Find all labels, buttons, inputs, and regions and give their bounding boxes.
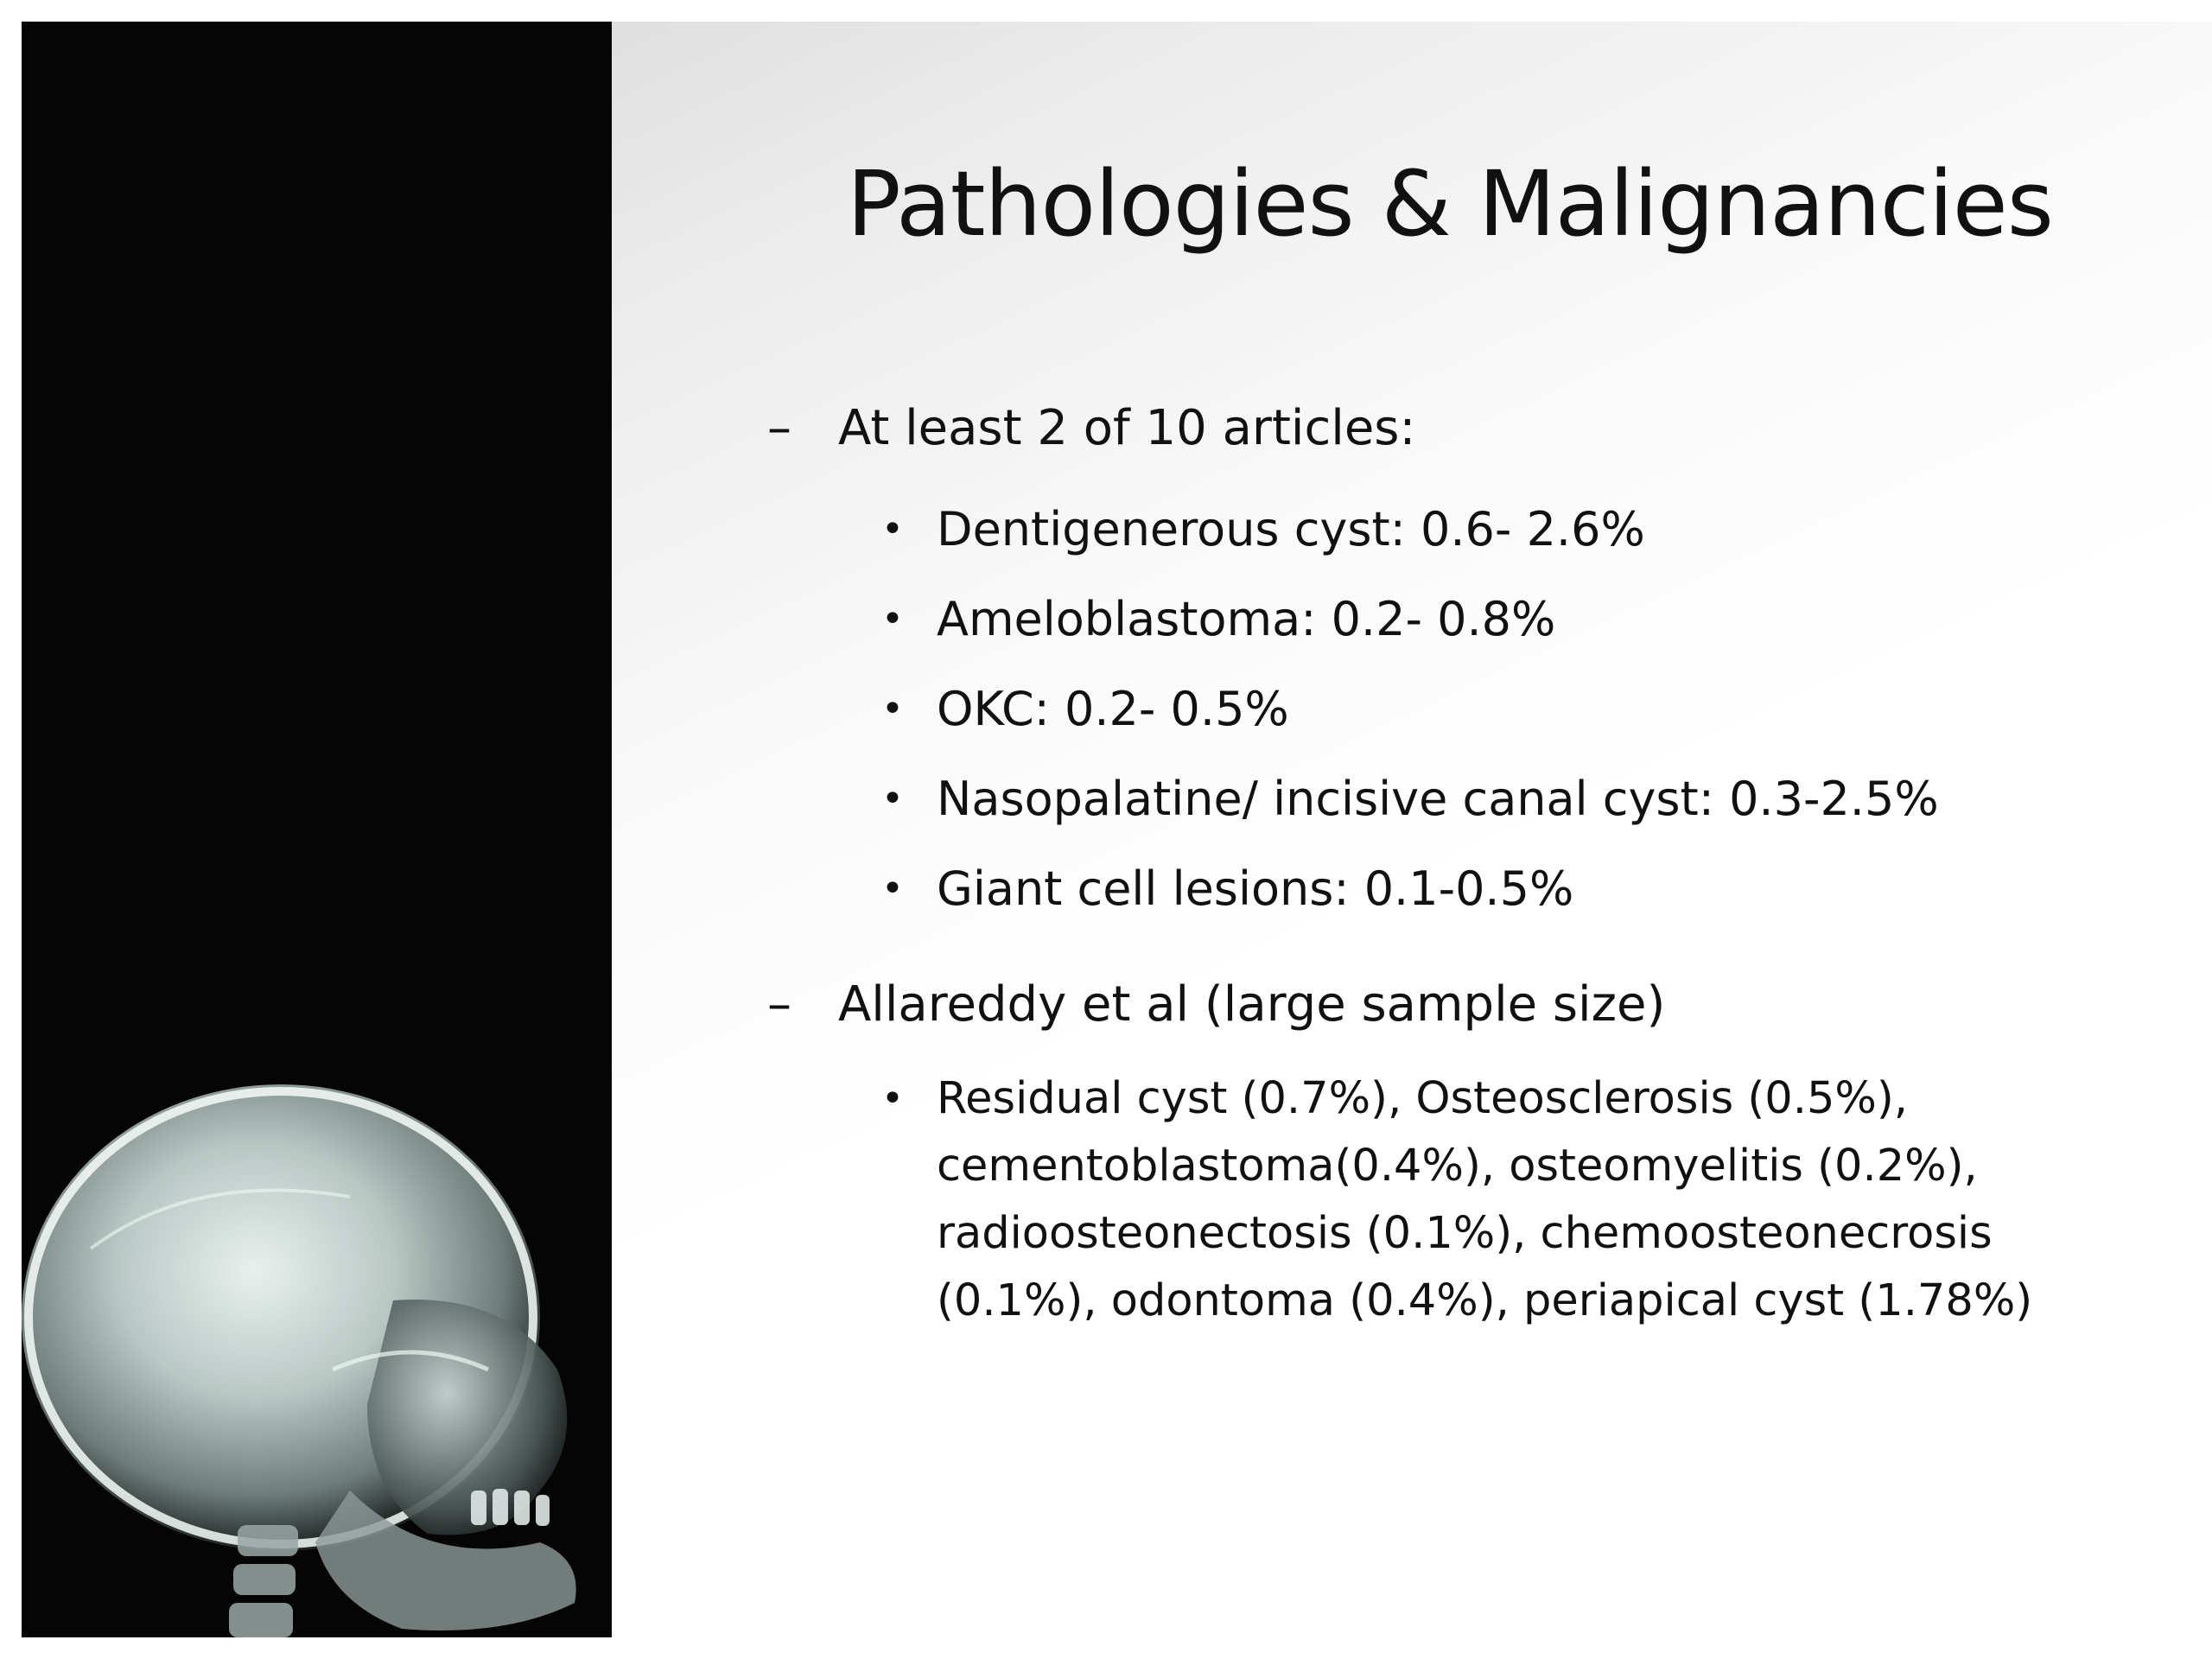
list-item-text: Nasopalatine/ incisive canal cyst: 0.3-2.5% — [937, 772, 1939, 826]
list-item — [881, 772, 1939, 826]
findings-text — [937, 1065, 2198, 1335]
spine-shape — [229, 1525, 298, 1637]
list-item — [881, 682, 1289, 736]
findings-line: Residual cyst (0.7%), Osteosclerosis (0.5%), — [937, 1073, 1908, 1124]
dash-marker: – — [767, 400, 791, 456]
bullet-marker: • — [881, 867, 904, 911]
list-item — [881, 502, 1645, 556]
section-heading-allareddy — [767, 976, 1665, 1033]
section-heading-articles — [767, 400, 1415, 456]
slide — [22, 22, 2212, 1637]
bullet-marker: • — [881, 597, 904, 641]
list-item-text: OKC: 0.2- 0.5% — [937, 682, 1289, 736]
skull-xray-image — [22, 22, 612, 1637]
section-heading-text: At least 2 of 10 articles: — [838, 400, 1416, 456]
section-heading-text: Allareddy et al (large sample size) — [838, 976, 1666, 1033]
list-item — [881, 592, 1555, 646]
slide-content — [612, 22, 2212, 1637]
slide-title: Pathologies & Malignancies — [847, 151, 2053, 257]
findings-line: (0.1%), odontoma (0.4%), periapical cyst (1.78%) — [937, 1275, 2033, 1326]
list-item-text: Dentigenerous cyst: 0.6- 2.6% — [937, 502, 1645, 556]
dash-marker: – — [767, 976, 791, 1033]
findings-line: cementoblastoma(0.4%), osteomyelitis (0.2%), — [937, 1141, 1978, 1192]
skull-xray-graphic — [22, 22, 612, 1637]
findings-line: radioosteonectosis (0.1%), chemoosteonecrosis — [937, 1208, 1993, 1259]
bullet-marker: • — [881, 1077, 904, 1121]
list-item-text: Giant cell lesions: 0.1-0.5% — [937, 861, 1574, 916]
list-item-text: Ameloblastoma: 0.2- 0.8% — [937, 592, 1556, 646]
bullet-marker: • — [881, 687, 904, 731]
bullet-marker: • — [881, 777, 904, 821]
list-item — [881, 861, 1573, 916]
bullet-marker: • — [881, 507, 904, 551]
